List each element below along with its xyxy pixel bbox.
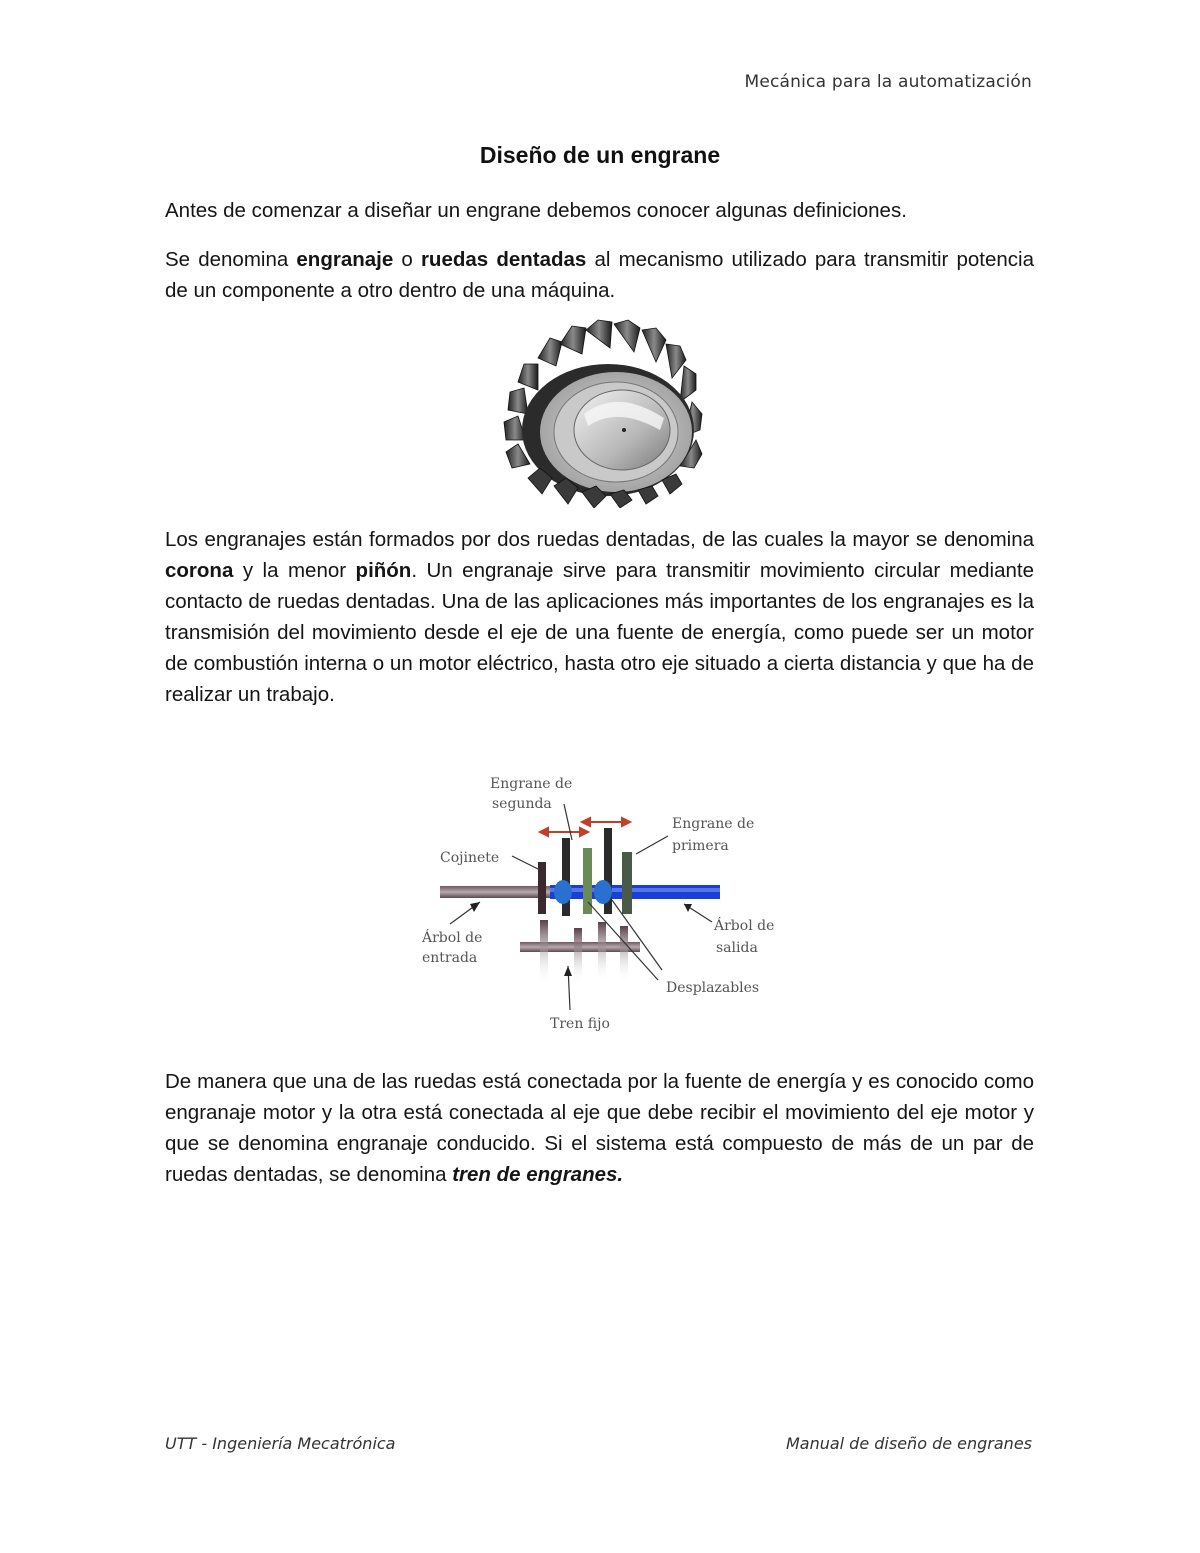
gears-text-pre: Los engranajes están formados por dos ruedas dentadas, de las cuales la mayor se denomina: [165, 528, 1034, 551]
term-corona: corona: [165, 559, 234, 582]
term-tren-de-engranes: tren de engranes: [452, 1163, 618, 1186]
gears-text-mid: y la menor: [233, 559, 356, 582]
footer-institution: UTT - Ingeniería Mecatrónica: [165, 1434, 396, 1453]
gears-text-post: . Un engranaje sirve para transmitir movimiento circular mediante contacto de ruedas dentadas. Una de las aplicaciones más importantes de los engranajes es la transmisión del movimiento desde el eje de una fuente de energía, como puede ser un motor de combustión interna o un motor eléctrico, hasta otro eje situado a cierta distancia y que ha de realizar un trabajo.: [165, 559, 1034, 706]
gears-paragraph: [165, 524, 1034, 710]
label-output-shaft-line1: Árbol de: [714, 918, 775, 934]
label-bearing: Cojinete: [440, 850, 500, 866]
label-first-gear-line2: primera: [672, 838, 729, 854]
label-fixed-train: Tren fijo: [550, 1016, 610, 1032]
second-gear: [562, 838, 570, 916]
page-title: Diseño de un engrane: [479, 142, 721, 168]
input-shaft: [440, 886, 550, 898]
train-text-pre: De manera que una de las ruedas está conectada por la fuente de energía y es conocido como engranaje motor y la otra está conectada al eje que debe recibir el movimiento del eje motor y que se denomina engranaje conducido. Si el sistema está compuesto de más de un par de ruedas dentadas, se denomina: [165, 1070, 1034, 1186]
spur-gear-image: [498, 318, 708, 508]
label-second-gear-line2: segunda: [492, 796, 552, 812]
label-second-gear-line1: Engrane de: [490, 776, 573, 792]
gear-train-diagram: [400, 762, 800, 1040]
definition-text-post: al mecanismo utilizado para transmitir potencia de un componente a otro dentro de una máquina.: [165, 248, 1034, 302]
train-text-post: .: [617, 1163, 624, 1186]
definition-text-pre: Se denomina: [165, 248, 297, 271]
header-course: Mecánica para la automatización: [744, 72, 1032, 92]
label-input-shaft-line1: Árbol de: [422, 930, 483, 946]
term-engranaje: engranaje: [296, 248, 394, 271]
footer-manual-title: Manual de diseño de engranes: [785, 1434, 1032, 1453]
first-gear: [622, 852, 632, 914]
label-input-shaft-line2: entrada: [422, 950, 478, 966]
label-sliding: Desplazables: [666, 980, 760, 996]
term-pinon: piñón: [355, 559, 412, 582]
term-ruedas-dentadas: ruedas dentadas: [420, 248, 587, 271]
train-paragraph: [165, 1066, 1034, 1190]
label-output-shaft-line2: salida: [716, 940, 758, 956]
label-first-gear-line1: Engrane de: [672, 816, 755, 832]
definition-paragraph: [165, 244, 1034, 306]
definition-text-mid: o: [393, 248, 421, 271]
intro-paragraph: Antes de comenzar a diseñar un engrane debemos conocer algunas definiciones.: [165, 199, 907, 222]
